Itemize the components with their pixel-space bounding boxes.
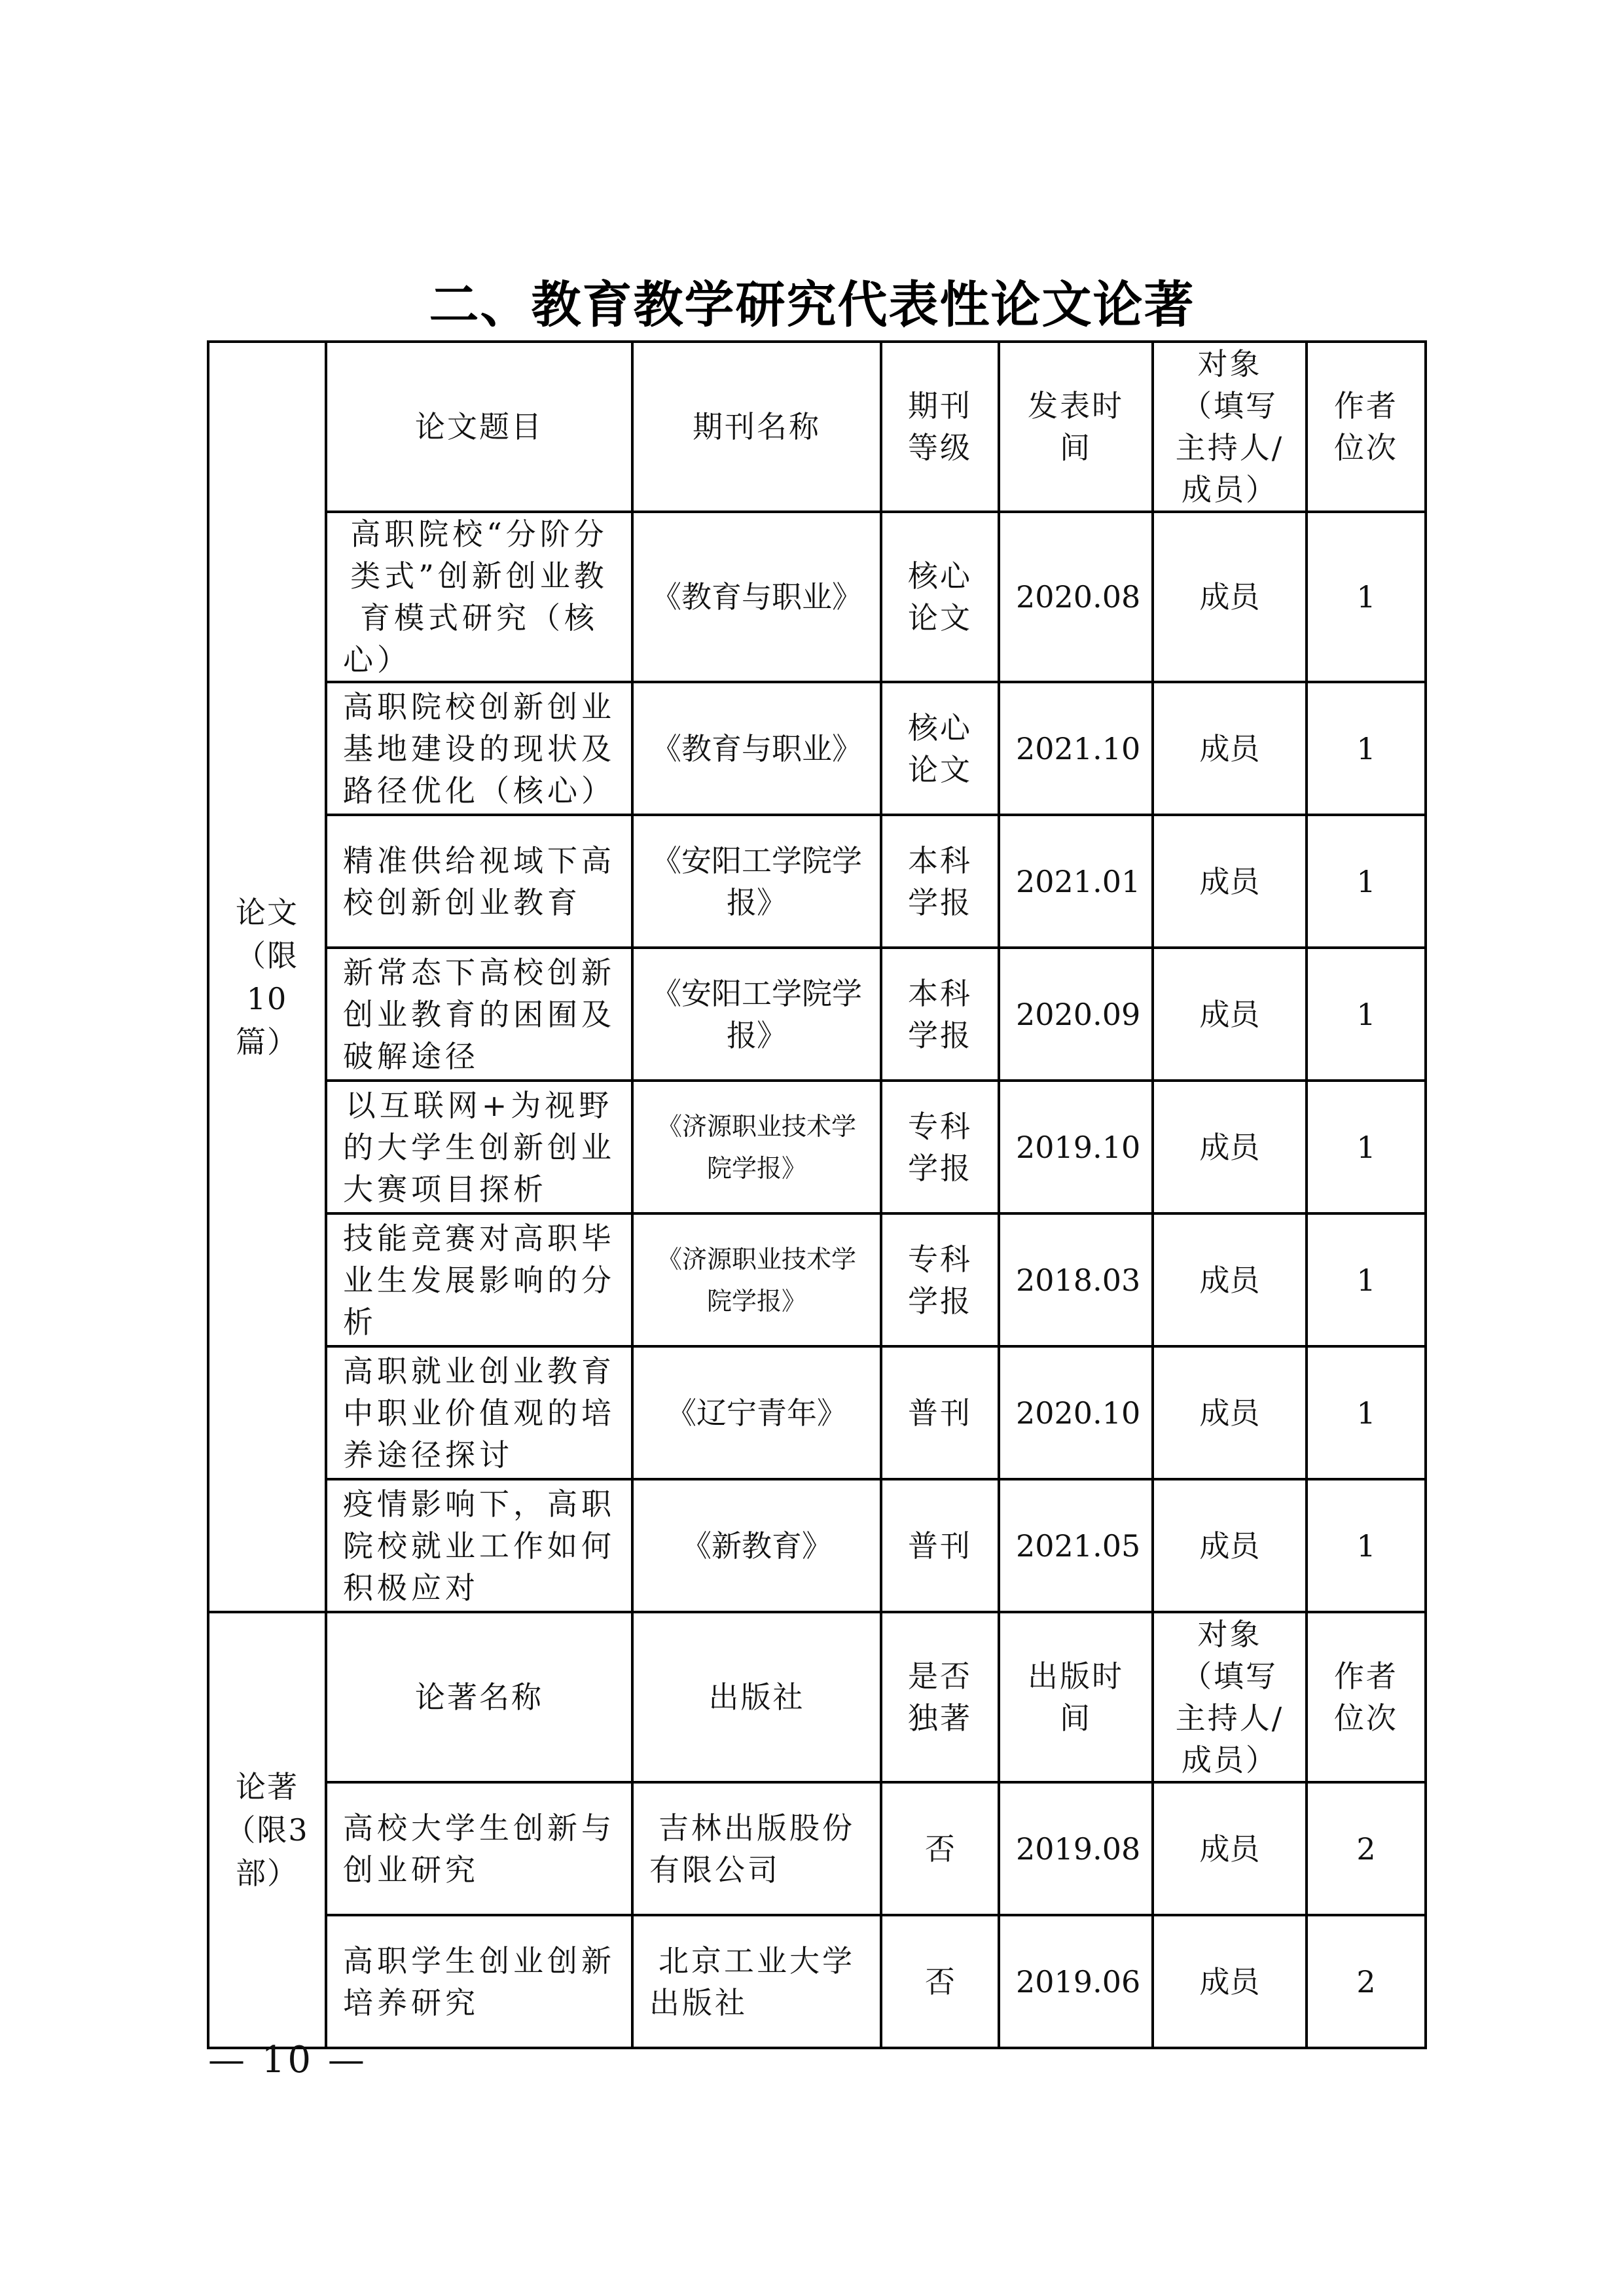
role: 成员: [1153, 1915, 1307, 2048]
header-cell: 对象（填写主持人/成员）: [1153, 1612, 1307, 1782]
paper-title: 高职院校创新创业基地建设的现状及路径优化（核心）: [326, 682, 632, 815]
table-row: [208, 948, 1426, 1081]
paper-title: 新常态下高校创新创业教育的困囿及破解途径: [326, 948, 632, 1081]
author-rank: 1: [1307, 1213, 1426, 1346]
journal-level: 普刊: [881, 1346, 999, 1479]
role: 成员: [1153, 1081, 1307, 1213]
paper-title: 精准供给视域下高校创新创业教育: [326, 815, 632, 948]
author-rank: 2: [1307, 1915, 1426, 2048]
table-row: [208, 1081, 1426, 1213]
author-rank: 1: [1307, 948, 1426, 1081]
journal-name: 《安阳工学院学报》: [632, 948, 881, 1081]
header-cell: 发表时间: [999, 342, 1153, 512]
table-row: [208, 815, 1426, 948]
page-number: — 10 —: [208, 2039, 367, 2081]
journal-name: 《新教育》: [632, 1479, 881, 1612]
paper-title: 以互联网+为视野的大学生创新创业大赛项目探析: [326, 1081, 632, 1213]
sole-author: 否: [881, 1915, 999, 2048]
publish-date: 2019.08: [999, 1782, 1153, 1915]
publish-date: 2020.10: [999, 1346, 1153, 1479]
author-rank: 1: [1307, 1081, 1426, 1213]
publish-date: 2019.10: [999, 1081, 1153, 1213]
journal-level: 核心论文: [881, 512, 999, 682]
journal-name: 《辽宁青年》: [632, 1346, 881, 1479]
journal-level: 本科学报: [881, 948, 999, 1081]
author-rank: 2: [1307, 1782, 1426, 1915]
table-row: [208, 1915, 1426, 2048]
publish-date: 2018.03: [999, 1213, 1153, 1346]
header-cell: 出版社: [632, 1612, 881, 1782]
book-title: 高校大学生创新与创业研究: [326, 1782, 632, 1915]
author-rank: 1: [1307, 815, 1426, 948]
papers-header-row: [208, 342, 1426, 512]
publish-date: 2019.06: [999, 1915, 1153, 2048]
journal-level: 本科学报: [881, 815, 999, 948]
journal-name: 《教育与职业》: [632, 512, 881, 682]
paper-title: 技能竞赛对高职毕业生发展影响的分析: [326, 1213, 632, 1346]
author-rank: 1: [1307, 1346, 1426, 1479]
role: 成员: [1153, 815, 1307, 948]
table-row: [208, 1346, 1426, 1479]
journal-name: 《安阳工学院学报》: [632, 815, 881, 948]
role: 成员: [1153, 512, 1307, 682]
header-cell: 论文题目: [326, 342, 632, 512]
publisher: 吉林出版股份有限公司: [632, 1782, 881, 1915]
header-cell: 出版时间: [999, 1612, 1153, 1782]
publish-date: 2021.01: [999, 815, 1153, 948]
table-row: [208, 1213, 1426, 1346]
journal-level: 专科学报: [881, 1081, 999, 1213]
author-rank: 1: [1307, 682, 1426, 815]
author-rank: 1: [1307, 1479, 1426, 1612]
table-row: [208, 512, 1426, 682]
publish-date: 2020.08: [999, 512, 1153, 682]
header-cell: 是否独著: [881, 1612, 999, 1782]
table-row: [208, 1479, 1426, 1612]
journal-level: 核心论文: [881, 682, 999, 815]
journal-name: 《济源职业技术学院学报》: [632, 1213, 881, 1346]
role: 成员: [1153, 1213, 1307, 1346]
journal-name: 《教育与职业》: [632, 682, 881, 815]
book-title: 高职学生创业创新培养研究: [326, 1915, 632, 2048]
role: 成员: [1153, 1479, 1307, 1612]
journal-name: 《济源职业技术学院学报》: [632, 1081, 881, 1213]
paper-title: 高职院校“分阶分类式”创新创业教育模式研究（核心）: [326, 512, 632, 682]
author-rank: 1: [1307, 512, 1426, 682]
header-cell: 作者位次: [1307, 342, 1426, 512]
paper-title: 疫情影响下，高职院校就业工作如何积极应对: [326, 1479, 632, 1612]
header-cell: 对象（填写主持人/成员）: [1153, 342, 1307, 512]
header-cell: 作者位次: [1307, 1612, 1426, 1782]
header-cell: 论著名称: [326, 1612, 632, 1782]
paper-title: 高职就业创业教育中职业价值观的培养途径探讨: [326, 1346, 632, 1479]
table-row: [208, 1782, 1426, 1915]
papers-section-label: 论文（限10篇）: [208, 342, 326, 1612]
role: 成员: [1153, 1346, 1307, 1479]
publish-date: 2021.05: [999, 1479, 1153, 1612]
role: 成员: [1153, 1782, 1307, 1915]
role: 成员: [1153, 948, 1307, 1081]
research-table: [207, 340, 1427, 2049]
sole-author: 否: [881, 1782, 999, 1915]
header-cell: 期刊名称: [632, 342, 881, 512]
books-section-label: 论著（限3部）: [208, 1612, 326, 2048]
publish-date: 2020.09: [999, 948, 1153, 1081]
journal-level: 专科学报: [881, 1213, 999, 1346]
role: 成员: [1153, 682, 1307, 815]
header-cell: 期刊等级: [881, 342, 999, 512]
publisher: 北京工业大学出版社: [632, 1915, 881, 2048]
publish-date: 2021.10: [999, 682, 1153, 815]
page-title: 二、教育教学研究代表性论文论著: [429, 276, 1195, 334]
books-header-row: [208, 1612, 1426, 1782]
journal-level: 普刊: [881, 1479, 999, 1612]
table-row: [208, 682, 1426, 815]
